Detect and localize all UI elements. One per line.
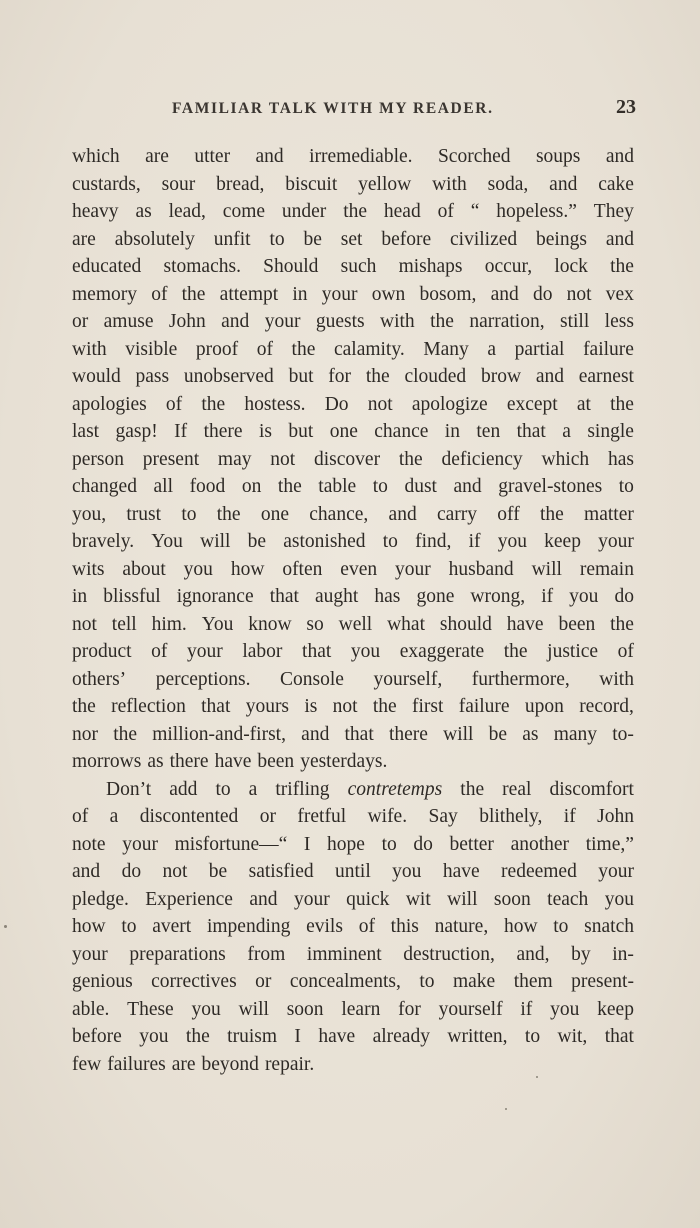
text-line: apologies of the hostess. Do not apologize except at the xyxy=(72,393,634,415)
text-line: in blissful ignorance that aught has gone wrong, if you do xyxy=(72,586,634,607)
text-line: able. These you will soon learn for yourself if you keep xyxy=(72,998,634,1020)
text-line: would pass unobserved but for the clouded brow and earnest xyxy=(72,366,634,387)
text-line: note your misfortune—“ I hope to do better another time,” xyxy=(72,833,634,855)
text-line: changed all food on the table to dust and gravel-stones to xyxy=(72,476,634,497)
text-line: pledge. Experience and your quick wit will soon teach you xyxy=(72,888,634,910)
text-line: educated stomachs. Should such mishaps occur, lock the xyxy=(72,256,634,277)
text-line: with visible proof of the calamity. Many a partial failure xyxy=(72,338,634,360)
paragraph xyxy=(72,776,634,1079)
text-line: how to avert impending evils of this nature, how to snatch xyxy=(72,916,634,937)
text-line: others’ perceptions. Console yourself, furthermore, with xyxy=(72,668,634,690)
text-line: few failures are beyond repair. xyxy=(72,1053,315,1075)
text-line: person present may not discover the deficiency which has xyxy=(72,448,634,470)
text-line: of a discontented or fretful wife. Say blithely, if John xyxy=(72,806,634,827)
text-line: wits about you how often even your husband will remain xyxy=(72,558,634,580)
running-head: FAMILIAR TALK WITH MY READER. xyxy=(172,100,494,117)
text-line: you, trust to the one chance, and carry off the matter xyxy=(72,503,634,525)
text-line: the reflection that yours is not the first failure upon record, xyxy=(72,696,634,717)
text-line: before you the truism I have already written, to wit, that xyxy=(72,1026,634,1047)
text-line: not tell him. You know so well what should have been the xyxy=(72,613,634,635)
text-line: bravely. You will be astonished to find, if you keep your xyxy=(72,531,634,552)
page-header xyxy=(172,96,636,119)
text-line: morrows as there have been yesterdays. xyxy=(72,751,388,772)
paper-speck xyxy=(4,925,7,928)
text-line: genious correctives or concealments, to make them present- xyxy=(72,971,634,992)
text-line: memory of the attempt in your own bosom, and do not vex xyxy=(72,283,634,305)
text-line: your preparations from imminent destruction, and, by in- xyxy=(72,943,634,965)
text-line: which are utter and irremediable. Scorched soups and xyxy=(72,146,634,167)
body-text xyxy=(72,143,634,1078)
text-line: Don’t add to a trifling contretemps the real discomfort xyxy=(106,778,634,800)
text-line: and do not be satisfied until you have redeemed your xyxy=(72,861,634,882)
paper-speck xyxy=(505,1108,507,1110)
text-line: nor the million-and-first, and that there will be as many to- xyxy=(72,723,634,745)
text-line: last gasp! If there is but one chance in ten that a single xyxy=(72,421,634,442)
text-line: or amuse John and your guests with the narration, still less xyxy=(72,311,634,332)
paragraph xyxy=(72,143,634,776)
text-line: custards, sour bread, biscuit yellow with soda, and cake xyxy=(72,173,634,195)
text-line: product of your labor that you exaggerate the justice of xyxy=(72,641,634,662)
page-number: 23 xyxy=(616,96,636,118)
text-line: heavy as lead, come under the head of “ hopeless.” They xyxy=(72,201,634,222)
text-line: are absolutely unfit to be set before civilized beings and xyxy=(72,228,634,250)
paper-speck xyxy=(536,1076,538,1078)
